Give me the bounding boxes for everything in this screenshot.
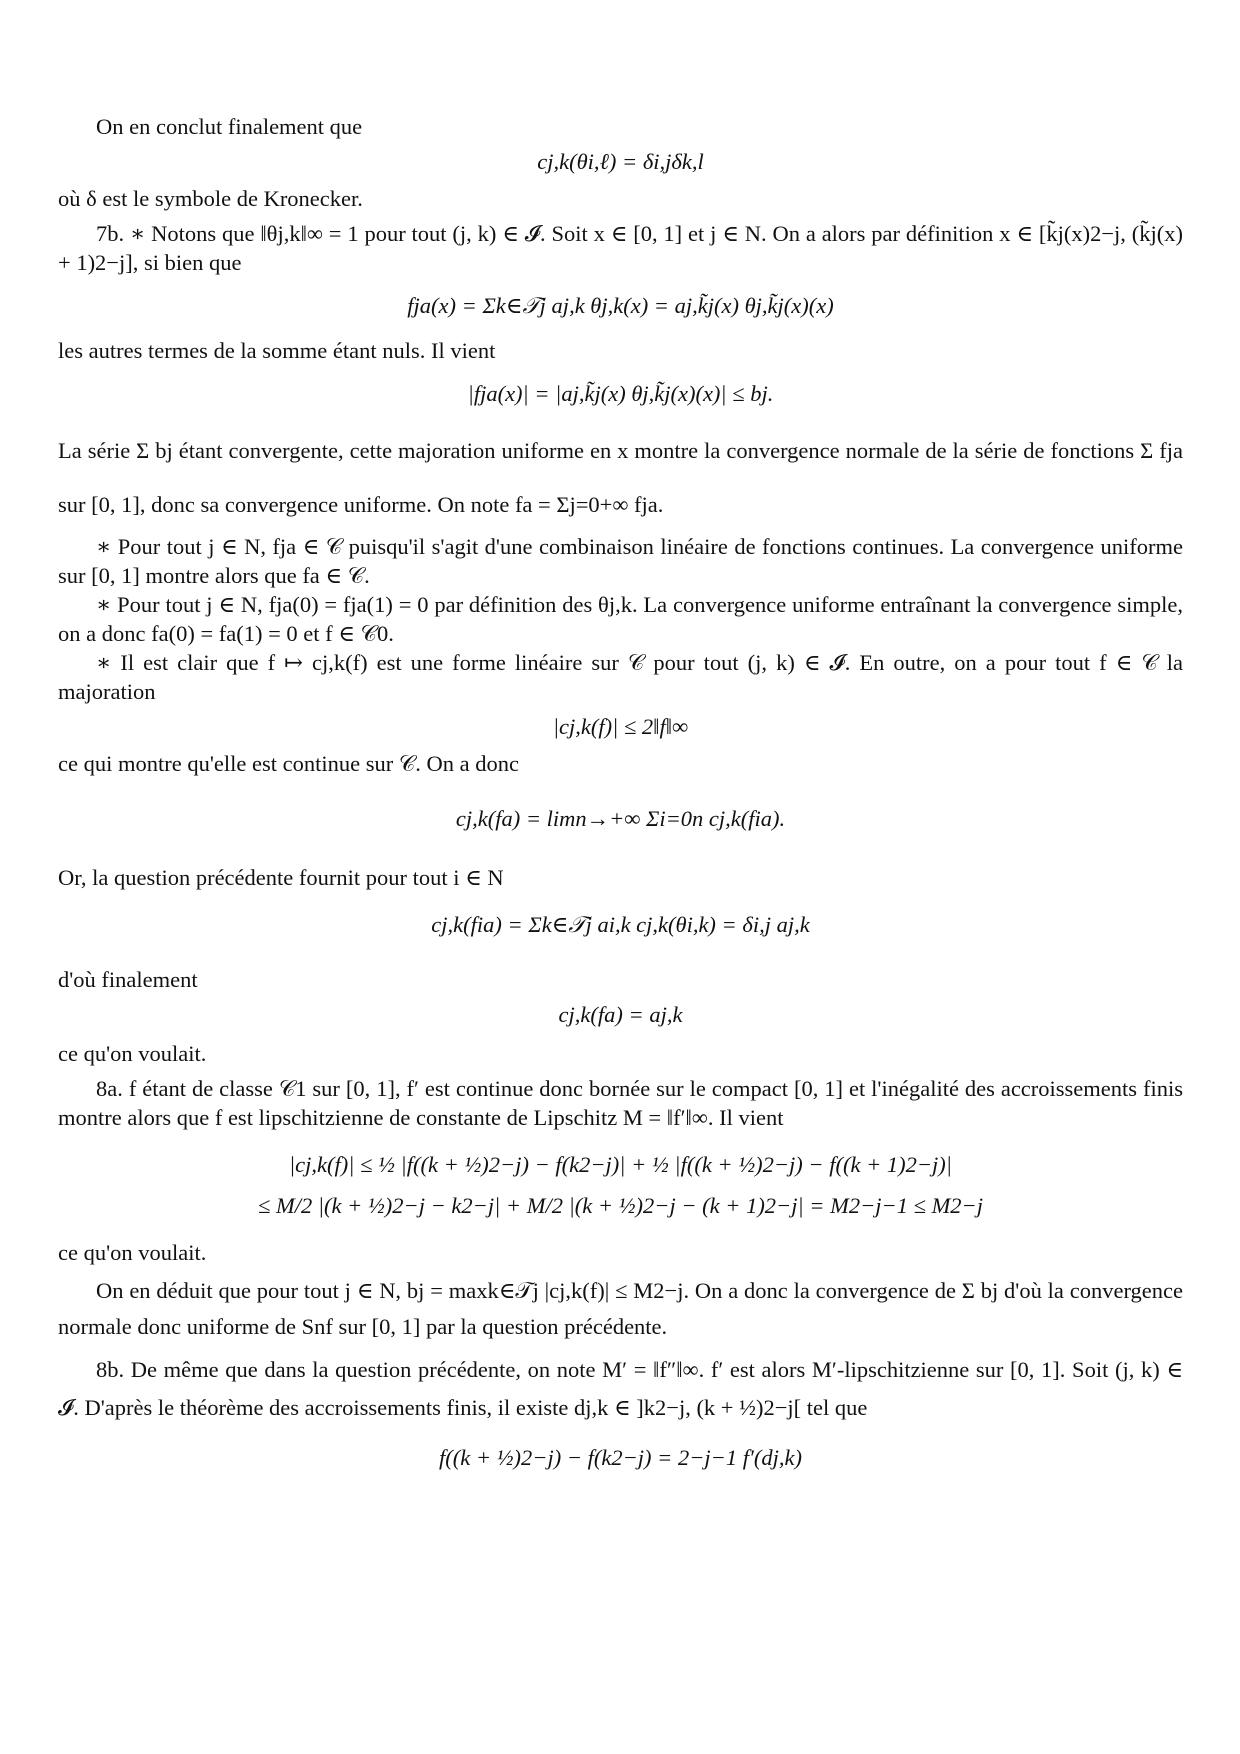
paragraph: La série Σ bj étant convergente, cette majoration uniforme en x montre la convergence normale de la série de fonctions Σ fja sur [0, 1], donc sa convergence uniforme. On note fa = Σj=0+∞ fja. [58, 438, 1183, 517]
equation: cj,k(θi,ℓ) = δi,jδk,l [537, 149, 704, 174]
paragraph-8b: 8b. De même que dans la question précédente, on note M′ = ‖f″‖∞. f′ est alors M′-lipschitzienne sur [0, 1]. Soit (j, k) ∈ 𝓘. D'après le théorème des accroissements finis, il existe dj,k ∈ ]k2−j, (k + ½)2−j[ tel que [58, 1357, 1183, 1420]
paragraph: ∗ Pour tout j ∈ N, fja ∈ 𝒞 puisqu'il s'agit d'une combinaison linéaire de fonctions continues. La convergence uniforme sur [0, 1] montre alors que fa ∈ 𝒞. [58, 534, 1183, 588]
equation: cj,k(fa) = limn→+∞ Σi=0n cj,k(fia). [455, 806, 786, 831]
paragraph: ∗ Pour tout j ∈ N, fja(0) = fja(1) = 0 par définition des θj,k. La convergence uniforme entraînant la convergence simple, on a donc fa(0) = fa(1) = 0 et f ∈ 𝒞0. [58, 592, 1183, 646]
equation: |fja(x)| = |aj,k̃j(x) θj,k̃j(x)(x)| ≤ bj. [467, 381, 774, 406]
document-page [58, 112, 1183, 1472]
equation: |cj,k(f)| ≤ ½ |f((k + ½)2−j) − f(k2−j)| + ½ |f((k + ½)2−j) − f((k + 1)2−j)| [289, 1152, 952, 1177]
paragraph-8a: 8a. f étant de classe 𝒞1 sur [0, 1], f′ est continue donc bornée sur le compact [0, 1] et l'inégalité des accroissements finis montre alors que f est lipschitzienne de constante de Lipschitz M = ‖f′‖∞. Il vient [58, 1076, 1183, 1130]
text-line: les autres termes de la somme étant nuls. Il vient [58, 338, 496, 363]
equation: ≤ M/2 |(k + ½)2−j − k2−j| + M/2 |(k + ½)2−j − (k + 1)2−j| = M2−j−1 ≤ M2−j [257, 1193, 983, 1218]
paragraph: On en déduit que pour tout j ∈ N, bj = maxk∈𝒯j |cj,k(f)| ≤ M2−j. On a donc la convergence de Σ bj d'où la convergence normale donc uniforme de Snf sur [0, 1] par la question précédente. [58, 1278, 1183, 1339]
equation: cj,k(fa) = aj,k [558, 1002, 683, 1027]
paragraph: ∗ Il est clair que f ↦ cj,k(f) est une forme linéaire sur 𝒞 pour tout (j, k) ∈ 𝓘. En outre, on a pour tout f ∈ 𝒞 la majoration [58, 650, 1183, 704]
equation: cj,k(fia) = Σk∈𝒯j ai,k cj,k(θi,k) = δi,j aj,k [431, 912, 810, 937]
equation: f((k + ½)2−j) − f(k2−j) = 2−j−1 f′(dj,k) [439, 1445, 802, 1470]
text-line: d'où finalement [58, 967, 198, 992]
equation: |cj,k(f)| ≤ 2‖f‖∞ [552, 714, 689, 739]
text-line: ce qu'on voulait. [58, 1240, 207, 1265]
text-line: ce qu'on voulait. [58, 1041, 207, 1066]
text-line: On en conclut finalement que [96, 114, 363, 139]
text-line: Or, la question précédente fournit pour tout i ∈ N [58, 865, 504, 890]
text-line: ce qui montre qu'elle est continue sur 𝒞. On a donc [58, 751, 519, 776]
paragraph-7b: 7b. ∗ Notons que ‖θj,k‖∞ = 1 pour tout (j, k) ∈ 𝓘. Soit x ∈ [0, 1] et j ∈ N. On a alors par définition x ∈ [k̃j(x)2−j, (k̃j(x) + 1)2−j], si bien que [58, 221, 1183, 275]
text-line: où δ est le symbole de Kronecker. [58, 186, 363, 211]
equation: fja(x) = Σk∈𝒯j aj,k θj,k(x) = aj,k̃j(x) θj,k̃j(x)(x) [407, 293, 834, 318]
